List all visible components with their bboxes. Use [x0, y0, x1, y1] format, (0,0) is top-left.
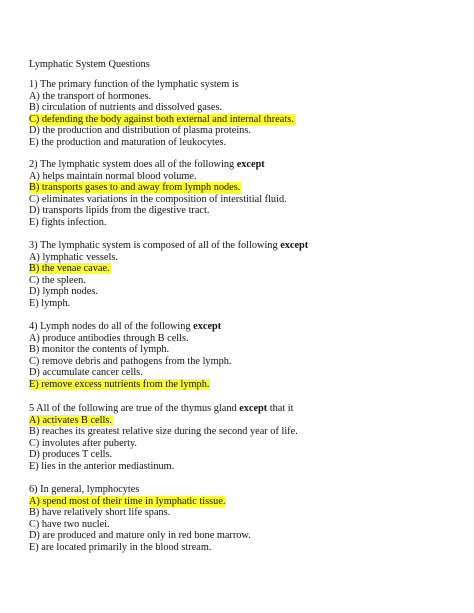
answer-option-text: B) have relatively short life spans.: [29, 507, 171, 519]
answer-option: [29, 102, 469, 114]
answer-option-text: D) lymph nodes.: [29, 286, 98, 298]
answer-option-highlighted: [29, 379, 469, 391]
question-stem-prefix: 4) Lymph nodes do all of the following: [29, 321, 194, 332]
question-2: [29, 159, 469, 229]
answer-option-text: A) spend most of their time in lymphatic tissue.: [29, 495, 226, 507]
question-stem-prefix: 3) The lymphatic system is composed of all of the following: [29, 240, 281, 251]
answer-option-highlighted: [29, 263, 469, 275]
answer-option: [29, 205, 469, 217]
answer-option-text: D) the production and distribution of plasma proteins.: [29, 125, 251, 137]
answer-option-text: B) monitor the contents of lymph.: [29, 344, 170, 356]
question-stem-prefix: 2) The lymphatic system does all of the following: [29, 159, 237, 170]
question-stem: [29, 79, 469, 91]
answer-option-text: C) eliminates variations in the composition of interstitial fluid.: [29, 193, 287, 205]
question-stem: [29, 159, 469, 171]
answer-option-text: E) the production and maturation of leukocytes.: [29, 136, 227, 148]
question-stem-emphasis: except: [236, 159, 265, 170]
answer-option-text: A) helps maintain normal blood volume.: [29, 170, 197, 182]
answer-option: [29, 171, 469, 183]
question-1: [29, 79, 469, 149]
answer-option-text: E) are located primarily in the blood stream.: [29, 541, 212, 553]
answer-option: [29, 217, 469, 229]
answer-option: [29, 194, 469, 206]
answer-option-text: B) the venae cavae.: [29, 263, 110, 275]
answer-option: [29, 91, 469, 103]
answer-option: [29, 333, 469, 345]
question-stem-emphasis: except: [239, 403, 268, 414]
answer-option-text: C) remove debris and pathogens from the lymph.: [29, 355, 232, 367]
answer-option-text: B) circulation of nutrients and dissolved gases.: [29, 102, 223, 114]
document-title: Lymphatic System Questions: [29, 59, 150, 70]
answer-option-highlighted: [29, 415, 469, 427]
answer-option-text: C) the spleen.: [29, 274, 86, 286]
answer-option: [29, 530, 469, 542]
answer-option-text: D) produces T cells.: [29, 449, 113, 461]
answer-option: [29, 519, 469, 531]
answer-option: [29, 137, 469, 149]
answer-option-text: E) lies in the anterior mediastinum.: [29, 460, 175, 472]
answer-option-text: A) produce antibodies through B cells.: [29, 332, 189, 344]
answer-option: [29, 298, 469, 310]
question-6: [29, 484, 469, 554]
answer-option: [29, 125, 469, 137]
answer-option: [29, 367, 469, 379]
question-stem: [29, 321, 469, 333]
answer-option: [29, 438, 469, 450]
question-stem-prefix: 1) The primary function of the lymphatic system is: [29, 79, 239, 90]
answer-option: [29, 449, 469, 461]
answer-option-text: E) remove excess nutrients from the lymph.: [29, 378, 210, 390]
question-stem-suffix: that it: [267, 403, 294, 414]
answer-option: [29, 344, 469, 356]
answer-option: [29, 426, 469, 438]
question-stem-prefix: 6) In general, lymphocytes: [29, 484, 140, 495]
answer-option-highlighted: [29, 496, 469, 508]
answer-option-text: B) transports gases to and away from lymph nodes.: [29, 182, 241, 194]
answer-option-text: E) fights infection.: [29, 216, 107, 228]
answer-option: [29, 252, 469, 264]
answer-option-text: D) transports lipids from the digestive tract.: [29, 205, 210, 217]
answer-option: [29, 507, 469, 519]
answer-option-text: A) activates B cells.: [29, 414, 112, 426]
answer-option-text: A) lymphatic vessels.: [29, 251, 118, 263]
answer-option-text: C) defending the body against both external and internal threats.: [29, 113, 294, 125]
question-4: [29, 321, 469, 391]
question-stem-emphasis: except: [280, 240, 309, 251]
answer-option: [29, 275, 469, 287]
question-stem-prefix: 5 All of the following are true of the thymus gland: [29, 403, 240, 414]
answer-option: [29, 461, 469, 473]
question-stem: [29, 403, 469, 415]
answer-option: [29, 356, 469, 368]
answer-option: [29, 286, 469, 298]
answer-option-text: A) the transport of hormones.: [29, 90, 152, 102]
answer-option-text: D) accumulate cancer cells.: [29, 367, 143, 379]
answer-option-highlighted: [29, 182, 469, 194]
answer-option-text: E) lymph.: [29, 297, 71, 309]
answer-option-text: D) are produced and mature only in red bone marrow.: [29, 530, 251, 542]
question-stem-emphasis: except: [193, 321, 222, 332]
answer-option-text: C) have two nuclei.: [29, 518, 110, 530]
question-3: [29, 240, 469, 310]
answer-option-highlighted: [29, 114, 469, 126]
question-5: [29, 403, 469, 473]
answer-option-text: C) involutes after puberty.: [29, 437, 137, 449]
answer-option-text: B) reaches its greatest relative size during the second year of life.: [29, 426, 298, 438]
question-stem: [29, 240, 469, 252]
question-stem: [29, 484, 469, 496]
answer-option: [29, 542, 469, 554]
